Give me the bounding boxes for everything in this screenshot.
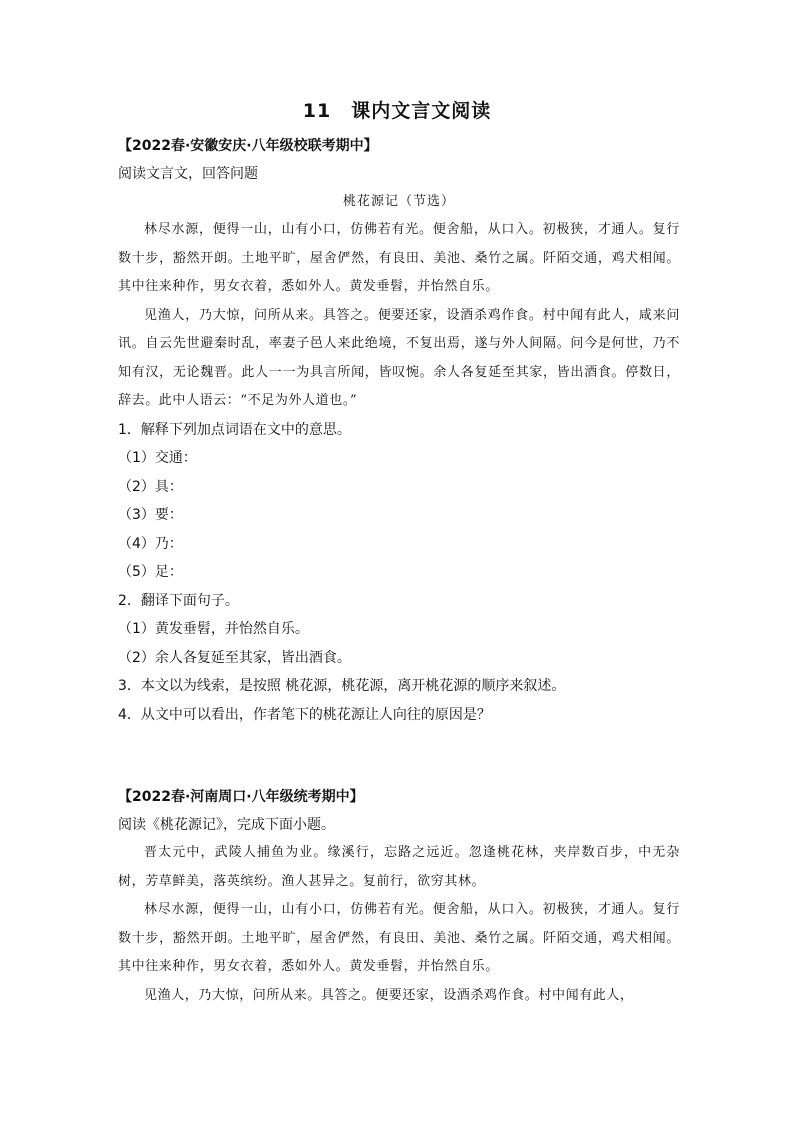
passage-paragraph: 林尽水源，便得一山，山有小口，仿佛若有光。便舍船，从口入。初极狭，才通人。复行数十步，豁然开朗。土地平旷，屋舍俨然，有良田、美池、桑竹之属。阡陌交通，鸡犬相闻。其中往来种作，男女衣着，悉如外人。黄发垂髫，并怡然自乐。 (118, 222, 680, 294)
question-2-item-2: （2）余人各复延至其家，皆出酒食。 (118, 649, 351, 666)
passage-paragraph: 见渔人，乃大惊，问所从来。具答之。便要还家，设酒杀鸡作食。村中闻有此人，咸来问讯。自云先世避秦时乱，率妻子邑人来此绝境，不复出焉，遂与外人间隔。问今是何世，乃不知有汉，无论魏晋。此人一一为具言所闻，皆叹惋。余人各复延至其家，皆出酒食。停数日，辞去。此中人语云：“不足为外人道也。” (118, 307, 680, 408)
reading-section-1 (118, 132, 680, 729)
page-title: 11 课内文言文阅读 (302, 100, 492, 122)
text-title: 桃花源记（节选） (342, 194, 455, 209)
passage-paragraph: 晋太元中，武陵人捕鱼为业。缘溪行，忘路之远近。忽逢桃花林，夹岸数百步，中无杂树，芳草鲜美，落英缤纷。渔人甚异之。复前行，欲穷其林。 (118, 845, 680, 889)
source-label: 【2022春·河南周口·八年级统考期中】 (118, 789, 364, 805)
reading-section-2 (118, 783, 680, 1010)
question-1-item-1: （1）交通： (118, 450, 197, 466)
question-1-item-5: （5）足： (118, 564, 183, 580)
instruction: 阅读文言文，回答问题 (118, 166, 258, 182)
question-1-item-2: （2）具： (118, 478, 183, 495)
question-3: 3．本文以为线索，是按照 桃花源，桃花源，离开桃花源的顺序来叙述。 (118, 678, 566, 694)
passage-paragraph: 林尽水源，便得一山，山有小口，仿佛若有光。便舍船，从口入。初极狭，才通人。复行数十步，豁然开朗。土地平旷，屋舍俨然，有良田、美池、桑竹之属。阡陌交通，鸡犬相闻。其中往来种作，男女衣着，悉如外人。黄发垂髫，并怡然自乐。 (118, 902, 680, 974)
question-4: 4．从文中可以看出，作者笔下的桃花源让人向往的原因是？ (118, 706, 491, 723)
question-2: 2．翻译下面句子。 (118, 592, 239, 609)
instruction: 阅读《桃花源记》，完成下面小题。 (118, 817, 335, 833)
question-1-item-4: （4）乃： (118, 535, 183, 552)
question-1-item-3: （3）要： (118, 507, 183, 523)
passage-paragraph: 见渔人，乃大惊，问所从来。具答之。便要还家，设酒杀鸡作食。村中闻有此人， (144, 987, 634, 1003)
source-label: 【2022春·安徽安庆·八年级校联考期中】 (118, 138, 378, 154)
question-1: 1．解释下列加点词语在文中的意思。 (118, 421, 351, 438)
question-2-item-1: （1）黄发垂髫，并怡然自乐。 (118, 621, 309, 637)
